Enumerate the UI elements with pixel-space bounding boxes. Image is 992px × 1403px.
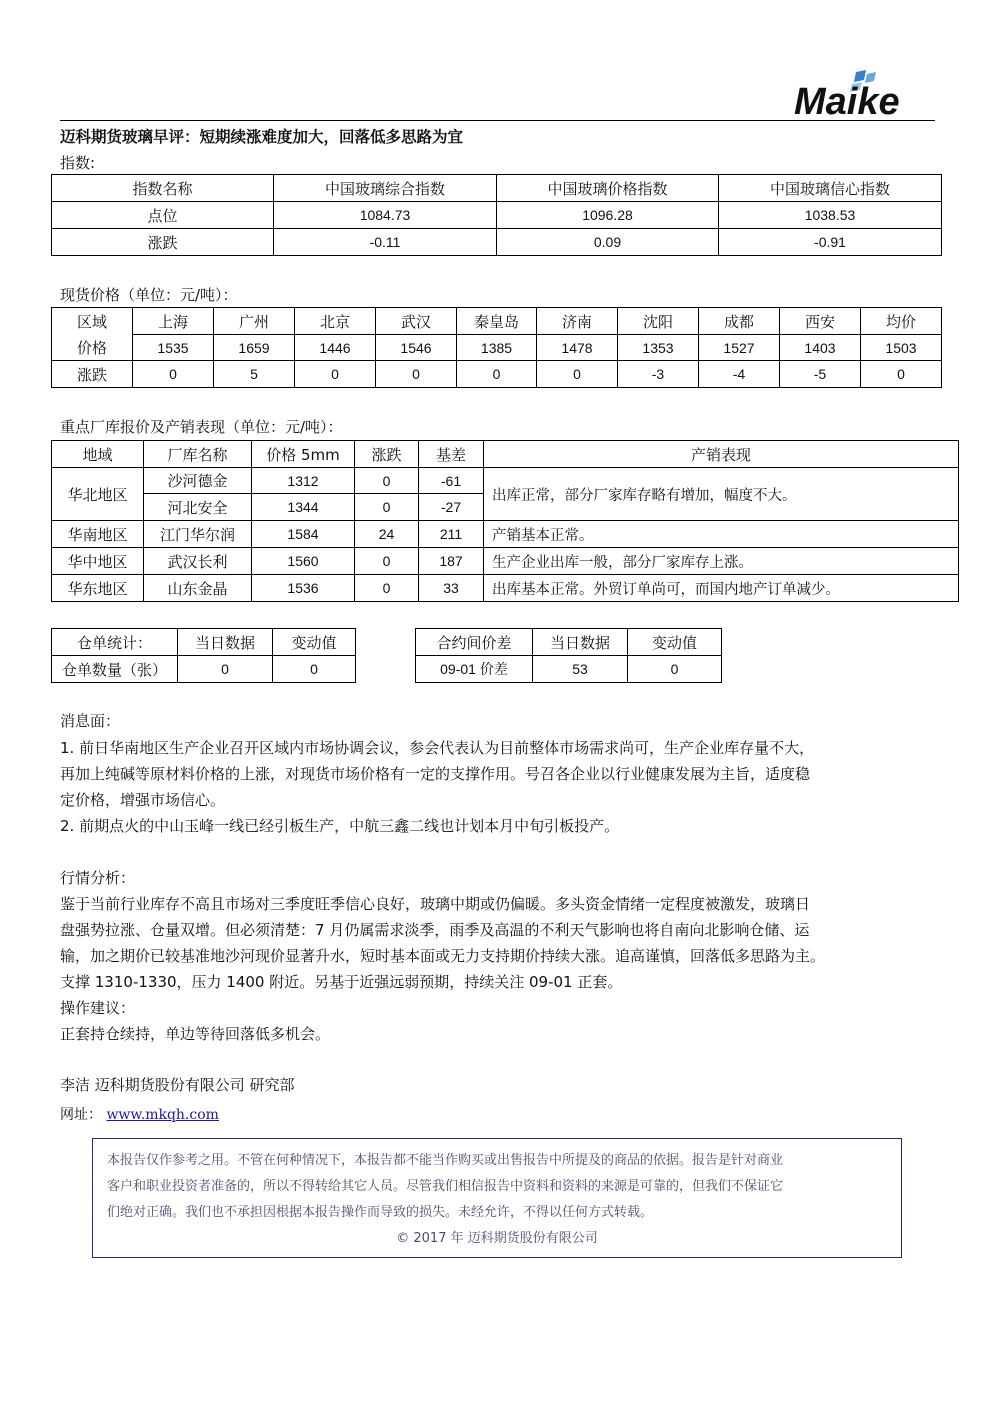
factory-basis: 211: [419, 521, 484, 548]
spot-change: 0: [376, 361, 457, 388]
analysis-line: 鉴于当前行业库存不高且市场对三季度旺季信心良好，玻璃中期或仍偏暖。多头资金情绪一定程度被激发，玻璃日: [60, 895, 811, 913]
spot-price: 1478: [537, 335, 618, 361]
factory-header-cell: 基差: [419, 441, 484, 468]
spot-change: -5: [780, 361, 861, 388]
factory-region: 华中地区: [52, 548, 144, 575]
spot-header-cell: 北京: [295, 308, 376, 335]
warehouse-change: 0: [273, 656, 356, 683]
factory-remark: 出库基本正常。外贸订单尚可，而国内地产订单减少。: [484, 575, 959, 602]
factory-row: [52, 575, 959, 602]
index-table: [51, 174, 942, 256]
spot-change: 0: [457, 361, 537, 388]
spot-change: 0: [295, 361, 376, 388]
factory-region: 华南地区: [52, 521, 144, 548]
analysis-line: 盘强势拉涨、仓量双增。但必须清楚：7 月仍属需求淡季，雨季及高温的不利天气影响也将自南向北影响仓储、运: [60, 921, 810, 939]
news-line: 再加上纯碱等原材料价格的上涨，对现货市场价格有一定的支撑作用。号召各企业以行业健康发展为主旨，适度稳: [60, 765, 811, 783]
advice-text: 正套持仓续持，单边等待回落低多机会。: [60, 1025, 331, 1043]
factory-header-cell: 价格 5mm: [252, 441, 355, 468]
spot-header-row: [52, 308, 942, 335]
spot-price: 1527: [699, 335, 780, 361]
spot-price: 1503: [861, 335, 942, 361]
spot-header-cell: 武汉: [376, 308, 457, 335]
author-line: 李洁 迈科期货股份有限公司 研究部: [60, 1076, 295, 1094]
spot-price: 1446: [295, 335, 376, 361]
spread-change: 0: [628, 656, 722, 683]
factory-row: [52, 468, 959, 494]
maike-logo: [790, 70, 940, 122]
index-header-row: [52, 175, 942, 202]
spot-row-label: 价格: [52, 335, 133, 361]
spot-header-cell: 广州: [214, 308, 295, 335]
index-value: -0.11: [274, 229, 497, 256]
spot-price: 1659: [214, 335, 295, 361]
factory-remark: 出库正常，部分厂家库存略有增加，幅度不大。: [484, 468, 959, 521]
factory-change: 0: [355, 575, 419, 602]
warehouse-table: [51, 628, 356, 683]
spread-header-cell: 当日数据: [533, 629, 628, 656]
index-header-cell: 中国玻璃信心指数: [719, 175, 942, 202]
warehouse-header-cell: 当日数据: [178, 629, 273, 656]
factory-basis: -27: [419, 494, 484, 521]
factory-name: 武汉长利: [144, 548, 252, 575]
disclaimer-line: 们绝对正确。我们也不承担因根据本报告操作而导致的损失。未经允许，不得以任何方式转载。: [107, 1205, 654, 1220]
factory-remark: 产销基本正常。: [484, 521, 959, 548]
factory-table: [51, 440, 959, 602]
spot-change: 0: [537, 361, 618, 388]
header-rule: [60, 120, 935, 121]
spot-price: 1403: [780, 335, 861, 361]
spread-header-row: [416, 629, 722, 656]
website-row: [60, 1104, 219, 1124]
factory-row: [52, 521, 959, 548]
spot-header-cell: 沈阳: [618, 308, 699, 335]
spot-section-label: 现货价格（单位：元/吨）：: [60, 286, 238, 304]
advice-label: 操作建议：: [60, 999, 136, 1017]
spot-header-cell: 秦皇岛: [457, 308, 537, 335]
spot-header-cell: 西安: [780, 308, 861, 335]
index-header-cell: 中国玻璃综合指数: [274, 175, 497, 202]
factory-section-label: 重点厂库报价及产销表现（单位：元/吨）：: [60, 418, 343, 436]
factory-name: 沙河德金: [144, 468, 252, 494]
spot-change: 0: [133, 361, 214, 388]
news-label: 消息面：: [60, 712, 121, 730]
index-header-cell: 中国玻璃价格指数: [497, 175, 719, 202]
website-label: 网址：: [60, 1107, 102, 1123]
spot-header-cell: 上海: [133, 308, 214, 335]
warehouse-value: 0: [178, 656, 273, 683]
factory-price: 1584: [252, 521, 355, 548]
spot-price: 1546: [376, 335, 457, 361]
disclaimer-line: 本报告仅作参考之用。不管在何种情况下，本报告都不能当作购买或出售报告中所提及的商品的依据。报告是针对商业: [107, 1153, 784, 1168]
report-title: 迈科期货玻璃早评：短期续涨难度加大，回落低多思路为宜: [60, 128, 464, 146]
index-value: 1038.53: [719, 202, 942, 229]
warehouse-row-label: 仓单数量（张）: [52, 656, 178, 683]
warehouse-row: [52, 656, 356, 683]
spot-header-cell: 区域: [52, 308, 133, 335]
spread-row-label: 09-01 价差: [416, 656, 533, 683]
factory-region: 华北地区: [52, 468, 144, 521]
spread-header-cell: 变动值: [628, 629, 722, 656]
news-line: 1. 前日华南地区生产企业召开区域内市场协调会议，参会代表认为目前整体市场需求尚可，生产企业库存量不大，: [60, 739, 815, 757]
factory-name: 江门华尔润: [144, 521, 252, 548]
factory-change: 0: [355, 494, 419, 521]
factory-region: 华东地区: [52, 575, 144, 602]
spot-price: 1535: [133, 335, 214, 361]
factory-header-cell: 地域: [52, 441, 144, 468]
factory-header-cell: 厂库名称: [144, 441, 252, 468]
index-row-points: [52, 202, 942, 229]
factory-name: 山东金晶: [144, 575, 252, 602]
factory-price: 1344: [252, 494, 355, 521]
index-value: -0.91: [719, 229, 942, 256]
spot-change-row: [52, 361, 942, 388]
spot-price: 1353: [618, 335, 699, 361]
index-header-cell: 指数名称: [52, 175, 274, 202]
factory-header-cell: 涨跌: [355, 441, 419, 468]
news-line: 2. 前期点火的中山玉峰一线已经引板生产，中航三鑫二线也计划本月中旬引板投产。: [60, 817, 620, 835]
spot-change: -4: [699, 361, 780, 388]
factory-change: 0: [355, 468, 419, 494]
index-section-label: 指数:: [60, 154, 96, 172]
disclaimer-line: 客户和职业投资者准备的，所以不得转给其它人员。尽管我们相信报告中资料和资料的来源是可靠的，但我们不保证它: [107, 1179, 784, 1194]
spread-row: [416, 656, 722, 683]
index-row-label: 涨跌: [52, 229, 274, 256]
index-row-change: [52, 229, 942, 256]
factory-basis: 33: [419, 575, 484, 602]
spot-change: 0: [861, 361, 942, 388]
spread-header-cell: 合约间价差: [416, 629, 533, 656]
factory-price: 1536: [252, 575, 355, 602]
factory-price: 1560: [252, 548, 355, 575]
index-value: 0.09: [497, 229, 719, 256]
spot-row-label: 涨跌: [52, 361, 133, 388]
spread-table: [415, 628, 722, 683]
factory-name: 河北安全: [144, 494, 252, 521]
warehouse-header-row: [52, 629, 356, 656]
spot-price: 1385: [457, 335, 537, 361]
factory-row: [52, 548, 959, 575]
factory-remark: 生产企业出库一般，部分厂家库存上涨。: [484, 548, 959, 575]
news-line: 定价格，增强市场信心。: [60, 791, 226, 809]
spot-change: 5: [214, 361, 295, 388]
factory-change: 24: [355, 521, 419, 548]
spot-header-cell: 均价: [861, 308, 942, 335]
analysis-line: 输，加之期价已较基准地沙河现价显著升水，短时基本面或无力支持期价持续大涨。追高谨慎，回落低多思路为主。: [60, 947, 826, 965]
factory-price: 1312: [252, 468, 355, 494]
disclaimer-box: [92, 1138, 902, 1258]
warehouse-header-cell: 变动值: [273, 629, 356, 656]
spot-price-table: [51, 307, 942, 388]
analysis-line: 支撑 1310-1330，压力 1400 附近。另基于近强远弱预期，持续关注 09-01 正套。: [60, 973, 623, 991]
spot-price-row: [52, 335, 942, 361]
spot-change: -3: [618, 361, 699, 388]
factory-basis: 187: [419, 548, 484, 575]
warehouse-header-cell: 仓单统计：: [52, 629, 178, 656]
index-value: 1084.73: [274, 202, 497, 229]
spot-header-cell: 济南: [537, 308, 618, 335]
copyright-line: © 2017 年 迈科期货股份有限公司: [396, 1231, 598, 1246]
spot-header-cell: 成都: [699, 308, 780, 335]
factory-header-row: [52, 441, 959, 468]
spread-value: 53: [533, 656, 628, 683]
factory-header-cell: 产销表现: [484, 441, 959, 468]
analysis-label: 行情分析：: [60, 869, 136, 887]
logo-text: Maike: [794, 81, 900, 122]
factory-basis: -61: [419, 468, 484, 494]
factory-change: 0: [355, 548, 419, 575]
index-value: 1096.28: [497, 202, 719, 229]
website-link[interactable]: www.mkqh.com: [106, 1107, 219, 1123]
index-row-label: 点位: [52, 202, 274, 229]
